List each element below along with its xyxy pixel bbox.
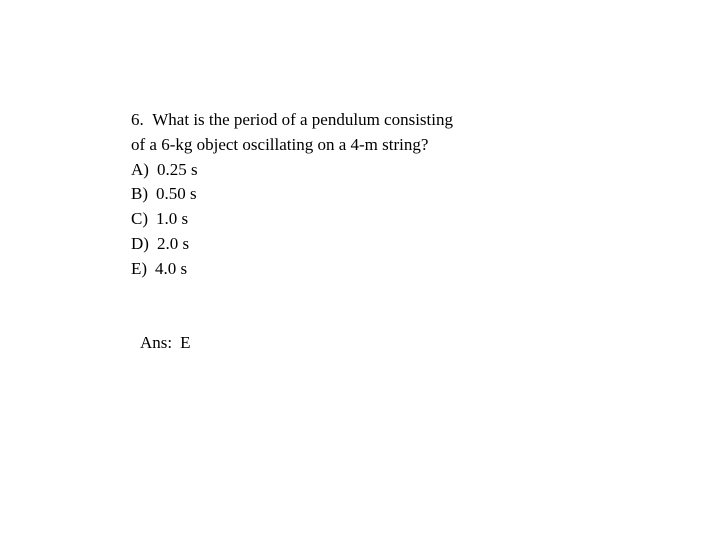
choice-letter: D) [131, 233, 149, 253]
question-stem-line-1 [131, 108, 551, 133]
choice-e [131, 257, 551, 282]
answer-value: E [180, 333, 191, 352]
question-block [131, 108, 551, 282]
choice-a [131, 158, 551, 183]
choice-d [131, 232, 551, 257]
choice-letter: A) [131, 159, 149, 179]
choice-text: 0.25 s [156, 159, 198, 179]
choice-text: 4.0 s [155, 258, 188, 278]
question-number: 6. [131, 110, 144, 129]
answer-label: Ans: [140, 333, 173, 352]
answer-line [140, 331, 191, 355]
choice-letter: E) [131, 258, 148, 278]
choice-letter: C) [131, 209, 148, 229]
question-stem-line-2: of a 6-kg object oscillating on a 4-m string? [131, 134, 429, 154]
choice-b [131, 182, 551, 207]
choice-letter: B) [131, 184, 148, 204]
question-stem-text-1: What is the period of a pendulum consisting [152, 110, 453, 129]
choice-c [131, 207, 551, 232]
choice-text: 0.50 s [156, 184, 197, 204]
choice-text: 2.0 s [156, 233, 190, 253]
choice-text: 1.0 s [156, 209, 189, 229]
